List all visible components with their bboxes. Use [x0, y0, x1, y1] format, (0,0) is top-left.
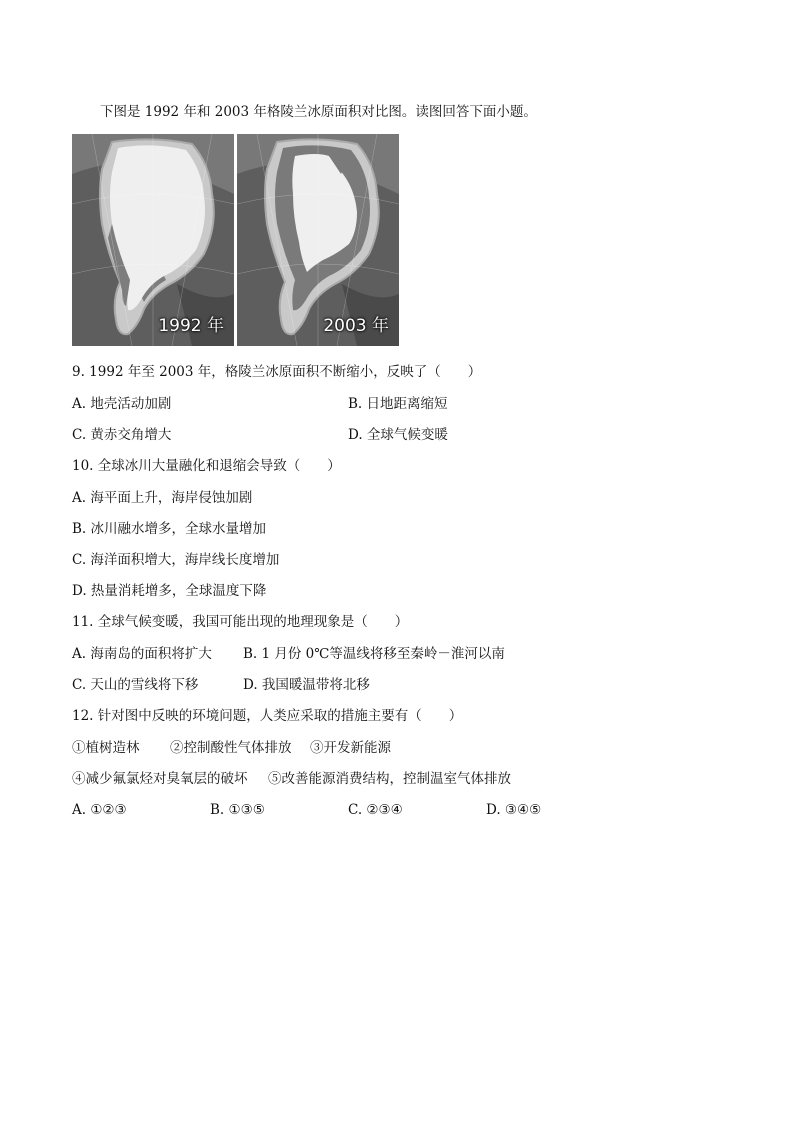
question-12-option-d: D. ③④⑤: [486, 802, 542, 818]
question-10-option-a: A. 海平面上升，海岸侵蚀加剧: [72, 490, 253, 506]
question-12-option-a: A. ①②③: [72, 802, 127, 818]
question-11-option-d: D. 我国暖温带将北移: [243, 677, 370, 693]
question-12-option-c: C. ②③④: [348, 802, 403, 818]
intro-text: 下图是 1992 年和 2003 年格陵兰冰原面积对比图。读图回答下面小题。: [100, 104, 537, 120]
question-12-item-5: ⑤改善能源消费结构，控制温室气体排放: [268, 771, 511, 787]
question-9-stem: 9. 1992 年至 2003 年，格陵兰冰原面积不断缩小，反映了（ ）: [72, 364, 482, 380]
map-panel-1992: [72, 134, 234, 346]
question-9-option-c: C. 黄赤交角增大: [72, 427, 172, 443]
year-label-2003: 2003 年: [323, 316, 389, 336]
question-11-option-c: C. 天山的雪线将下移: [72, 677, 199, 693]
question-12-item-1: ①植树造林: [72, 740, 140, 756]
question-9-option-b: B. 日地距离缩短: [348, 396, 448, 412]
year-label-1992: 1992 年: [158, 316, 224, 336]
question-10-stem: 10. 全球冰川大量融化和退缩会导致（ ）: [72, 458, 341, 474]
greenland-comparison-figure: [72, 134, 399, 346]
question-10-option-b: B. 冰川融水增多，全球水量增加: [72, 521, 267, 537]
question-9-option-a: A. 地壳活动加剧: [72, 396, 172, 412]
question-10-option-d: D. 热量消耗增多，全球温度下降: [72, 583, 267, 599]
question-11-stem: 11. 全球气候变暖，我国可能出现的地理现象是（ ）: [72, 614, 409, 630]
question-11-option-a: A. 海南岛的面积将扩大: [72, 646, 212, 662]
question-9-option-d: D. 全球气候变暖: [348, 427, 448, 443]
question-11-option-b: B. 1 月份 0℃等温线将移至秦岭－淮河以南: [243, 646, 505, 662]
question-12-stem: 12. 针对图中反映的环境问题，人类应采取的措施主要有（ ）: [72, 708, 463, 724]
question-12-item-4: ④减少氟氯烃对臭氧层的破坏: [72, 771, 248, 787]
question-12-item-3: ③开发新能源: [310, 740, 391, 756]
question-12-item-2: ②控制酸性气体排放: [170, 740, 292, 756]
map-panel-2003: [237, 134, 399, 346]
question-12-option-b: B. ①③⑤: [210, 802, 265, 818]
question-10-option-c: C. 海洋面积增大，海岸线长度增加: [72, 552, 280, 568]
